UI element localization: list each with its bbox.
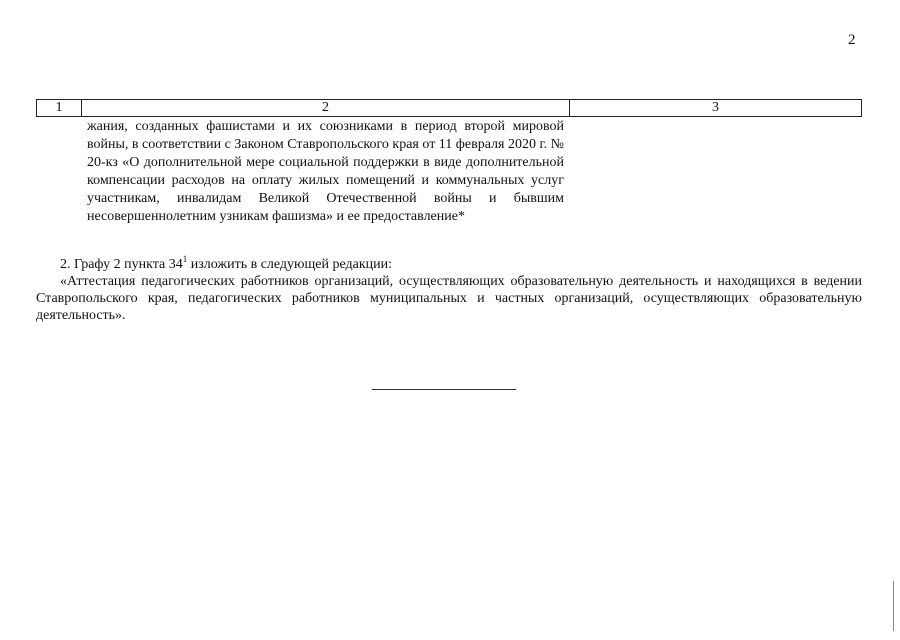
instruction-superscript: 1	[182, 254, 188, 264]
table-header-cell-2: 2	[82, 100, 570, 116]
page-number: 2	[848, 32, 856, 48]
table-header-row	[36, 99, 862, 117]
table-header-cell-3: 3	[712, 100, 719, 115]
end-of-document-rule	[372, 389, 516, 390]
table-cell-continuation-text: жания, созданных фашистами и их союзниками в период второй мировой войны, в соответствии с Законом Ставропольского края от 11 февраля 2020 г. № 20-кз «О дополнительной мере социальной поддержки в виде дополнительной компенсации расходов на оплату жилых помещений и коммунальных услуг участникам, инвалидам Великой Отечественной войны и бывшим несовершеннолетним узникам фашизма» и ее предоставление*	[87, 119, 564, 224]
amendment-instruction	[36, 256, 862, 273]
scan-edge-mark	[893, 581, 894, 631]
instruction-text-tail: изложить в следующей редакции:	[187, 257, 393, 272]
instruction-text: 2. Графу 2 пункта 34	[60, 257, 183, 272]
table-header-cell-1: 1	[37, 100, 82, 116]
amendment-new-text: «Аттестация педагогических работников организаций, осуществляющих образовательную деятельность и находящихся в ведении Ставропольского края, педагогических работников муниципальных и частных организаций, осуществляющих образовательную деятельность».	[36, 274, 862, 323]
